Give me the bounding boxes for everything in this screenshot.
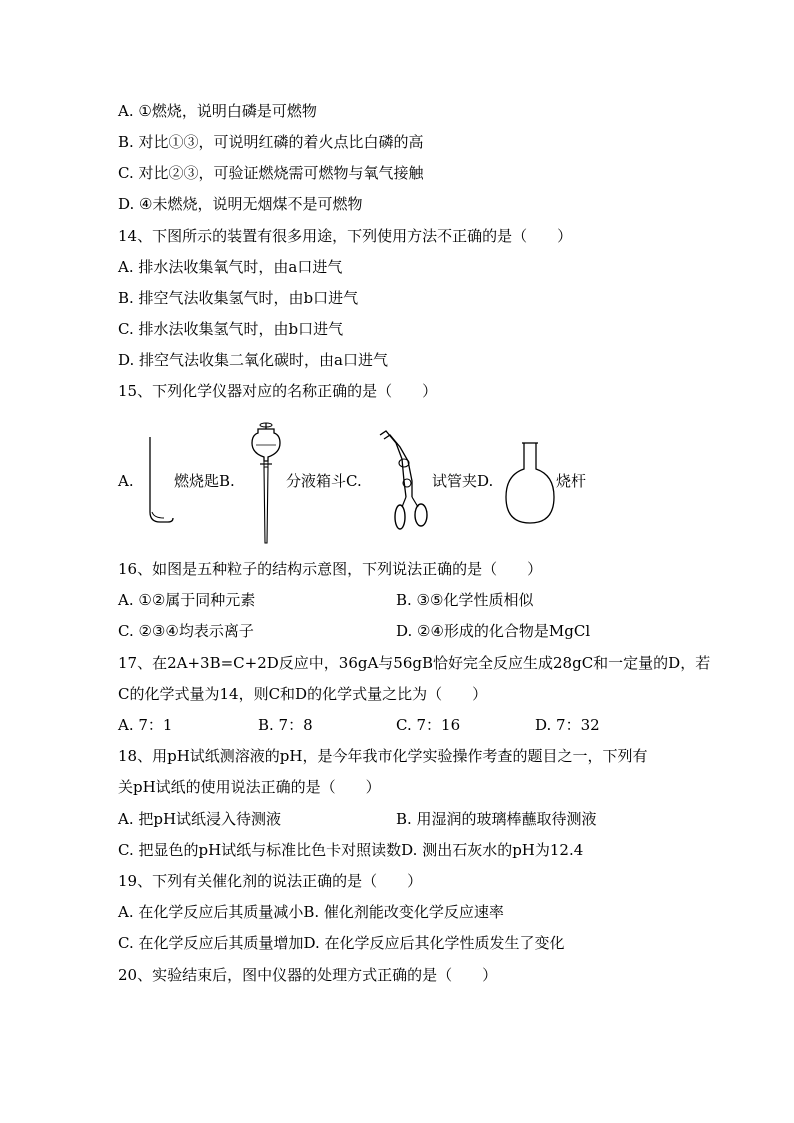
q18-option-b: B. 用湿润的玻璃棒蘸取待测液 [396,810,597,828]
q16-stem: 16、如图是五种粒子的结构示意图，下列说法正确的是（ ） [118,560,543,578]
q17-stem-line2: C的化学式量为14，则C和D的化学式量之比为（ ） [118,685,488,703]
combustion-spoon-image [140,434,176,526]
q18-options-cd: C. 把显色的pH试纸与标准比色卡对照读数D. 测出石灰水的pH为12.4 [118,841,584,859]
q18-stem-line2: 关pH试纸的使用说法正确的是（ ） [118,778,381,796]
q19-options-cd: C. 在化学反应后其质量增加D. 在化学反应后其化学性质发生了变化 [118,934,565,952]
round-bottom-flask-image [504,441,556,525]
q18-option-a: A. 把pH试纸浸入待测液 [118,810,282,828]
q19-stem: 19、下列有关催化剂的说法正确的是（ ） [118,872,423,890]
q14-option-c: C. 排水法收集氢气时，由b口进气 [118,320,344,338]
q17-option-a: A. 7：1 [118,716,173,734]
q14-option-d: D. 排空气法收集二氧化碳时，由a口进气 [118,351,388,369]
q15-option-b-name: 分液箱斗C. [286,472,362,490]
q15-option-c-name: 试管夹D. [432,472,494,490]
tongs-image [374,427,436,531]
q18-stem-line1: 18、用pH试纸测溶液的pH，是今年我市化学实验操作考查的题目之一，下列有 [118,747,648,765]
q15-option-a-letter: A. [118,472,134,490]
q17-option-d: D. 7：32 [535,716,600,734]
q17-option-b: B. 7：8 [258,716,313,734]
q13-option-d: D. ④未燃烧，说明无烟煤不是可燃物 [118,195,363,213]
q14-option-b: B. 排空气法收集氢气时，由b口进气 [118,289,359,307]
q17-option-c: C. 7：16 [396,716,461,734]
q20-stem: 20、实验结束后，图中仪器的处理方式正确的是（ ） [118,966,498,984]
q14-option-a: A. 排水法收集氧气时，由a口进气 [118,258,343,276]
q15-option-a-name: 燃烧匙B. [174,472,235,490]
q19-options-ab: A. 在化学反应后其质量减小B. 催化剂能改变化学反应速率 [118,903,504,921]
q16-option-a: A. ①②属于同种元素 [118,591,256,609]
separatory-funnel-image [246,421,286,547]
q13-option-b: B. 对比①③，可说明红磷的着火点比白磷的高 [118,133,424,151]
q15-stem: 15、下列化学仪器对应的名称正确的是（ ） [118,382,438,400]
q15-option-d-name: 烧杆 [556,472,587,490]
q13-option-a: A. ①燃烧，说明白磷是可燃物 [118,102,317,120]
q16-option-b: B. ③⑤化学性质相似 [396,591,534,609]
q17-stem-line1: 17、在2A+3B=C+2D反应中，36gA与56gB恰好完全反应生成28gC和一定量的D，若 [118,654,711,672]
q16-option-d: D. ②④形成的化合物是MgCl [396,622,591,640]
q16-option-c: C. ②③④均表示离子 [118,622,254,640]
q13-option-c: C. 对比②③，可验证燃烧需可燃物与氧气接触 [118,164,424,182]
q14-stem: 14、下图所示的装置有很多用途，下列使用方法不正确的是（ ） [118,227,573,245]
